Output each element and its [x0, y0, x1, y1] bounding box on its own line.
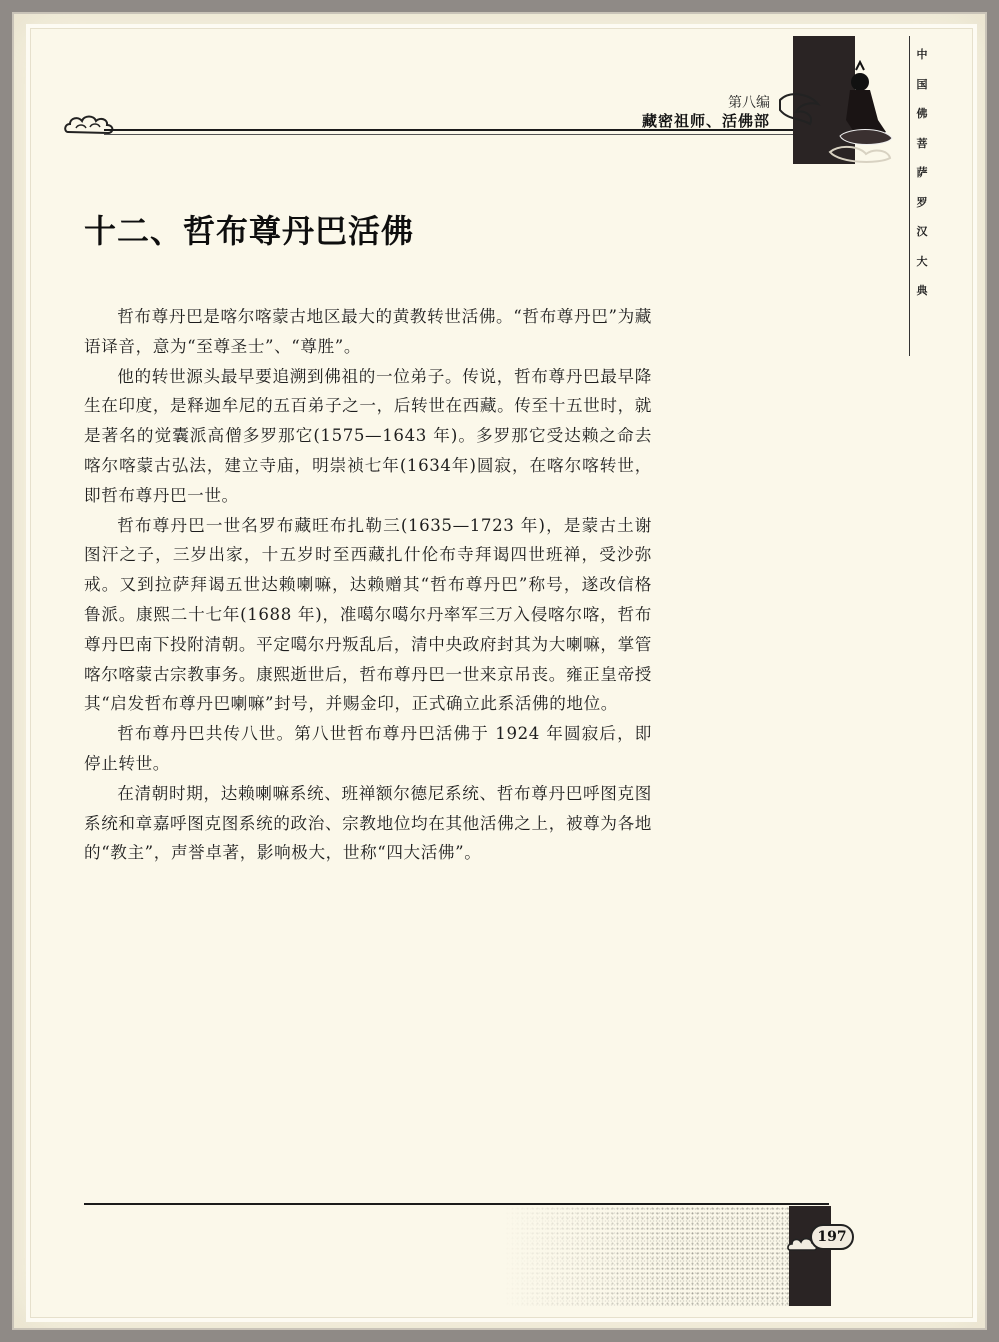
section-title: 藏密祖师、活佛部: [641, 112, 770, 130]
paragraph: 在清朝时期，达赖喇嘛系统、班禅额尔德尼系统、哲布尊丹巴呼图克图系统和章嘉呼图克图系统的政治、宗教地位均在其他活佛之上，被尊为各地的“教主”，声誉卓著，影响极大，世称“四大活佛”。: [84, 783, 652, 863]
page-number: 197: [810, 1224, 854, 1250]
book-title-vertical: 中国佛菩萨罗汉大典: [916, 48, 928, 297]
body-text: [84, 302, 652, 868]
paragraph: 哲布尊丹巴一世名罗布藏旺布扎勒三(1635—1723 年)，是蒙古土谢图汗之子，三岁出家，十五岁时至西藏扎什伦布寺拜谒四世班禅，受沙弥戒。又到拉萨拜谒五世达赖喇嘛，达赖赠其“哲布尊丹巴”称号，遂改信格鲁派。康熙二十七年(1688 年)，准噶尔噶尔丹率军三万入侵喀尔喀，哲布尊丹巴南下投附清朝。平定噶尔丹叛乱后，清中央政府封其为大喇嘛，掌管喀尔喀蒙古宗教事务。康熙逝世后，哲布尊丹巴一世来京吊丧。雍正皇帝授其“启发哲布尊丹巴喇嘛”封号，并赐金印，正式确立此系活佛的地位。: [84, 515, 652, 714]
footer-art-panel: [789, 1206, 831, 1306]
buddha-figure-icon: [770, 60, 900, 170]
paragraph: 哲布尊丹巴是喀尔喀蒙古地区最大的黄教转世活佛。“哲布尊丹巴”为藏语译音，意为“至尊圣士”、“尊胜”。: [84, 307, 652, 356]
footer-texture: [500, 1206, 790, 1306]
side-rule: [909, 36, 910, 356]
paragraph: 哲布尊丹巴共传八世。第八世哲布尊丹巴活佛于 1924 年圆寂后，即停止转世。: [84, 724, 652, 773]
footer-rule: [84, 1203, 829, 1205]
paragraph: 他的转世源头最早要追溯到佛祖的一位弟子。传说，哲布尊丹巴最早降生在印度，是释迦牟尼的五百弟子之一，后转世在西藏。传至十五世时，就是著名的觉囊派高僧多罗那它(1575—1643 年)。多罗那它受达赖之命去喀尔喀蒙古弘法，建立寺庙，明崇祯七年(1634年)圆寂，在喀尔喀转世，即哲布尊丹巴一世。: [84, 366, 652, 505]
chapter-heading: 十二、哲布尊丹巴活佛: [84, 212, 415, 250]
section-label: 第八编: [728, 95, 770, 111]
header-rule-thin: [104, 134, 804, 135]
cloud-ornament-icon: [62, 112, 116, 140]
